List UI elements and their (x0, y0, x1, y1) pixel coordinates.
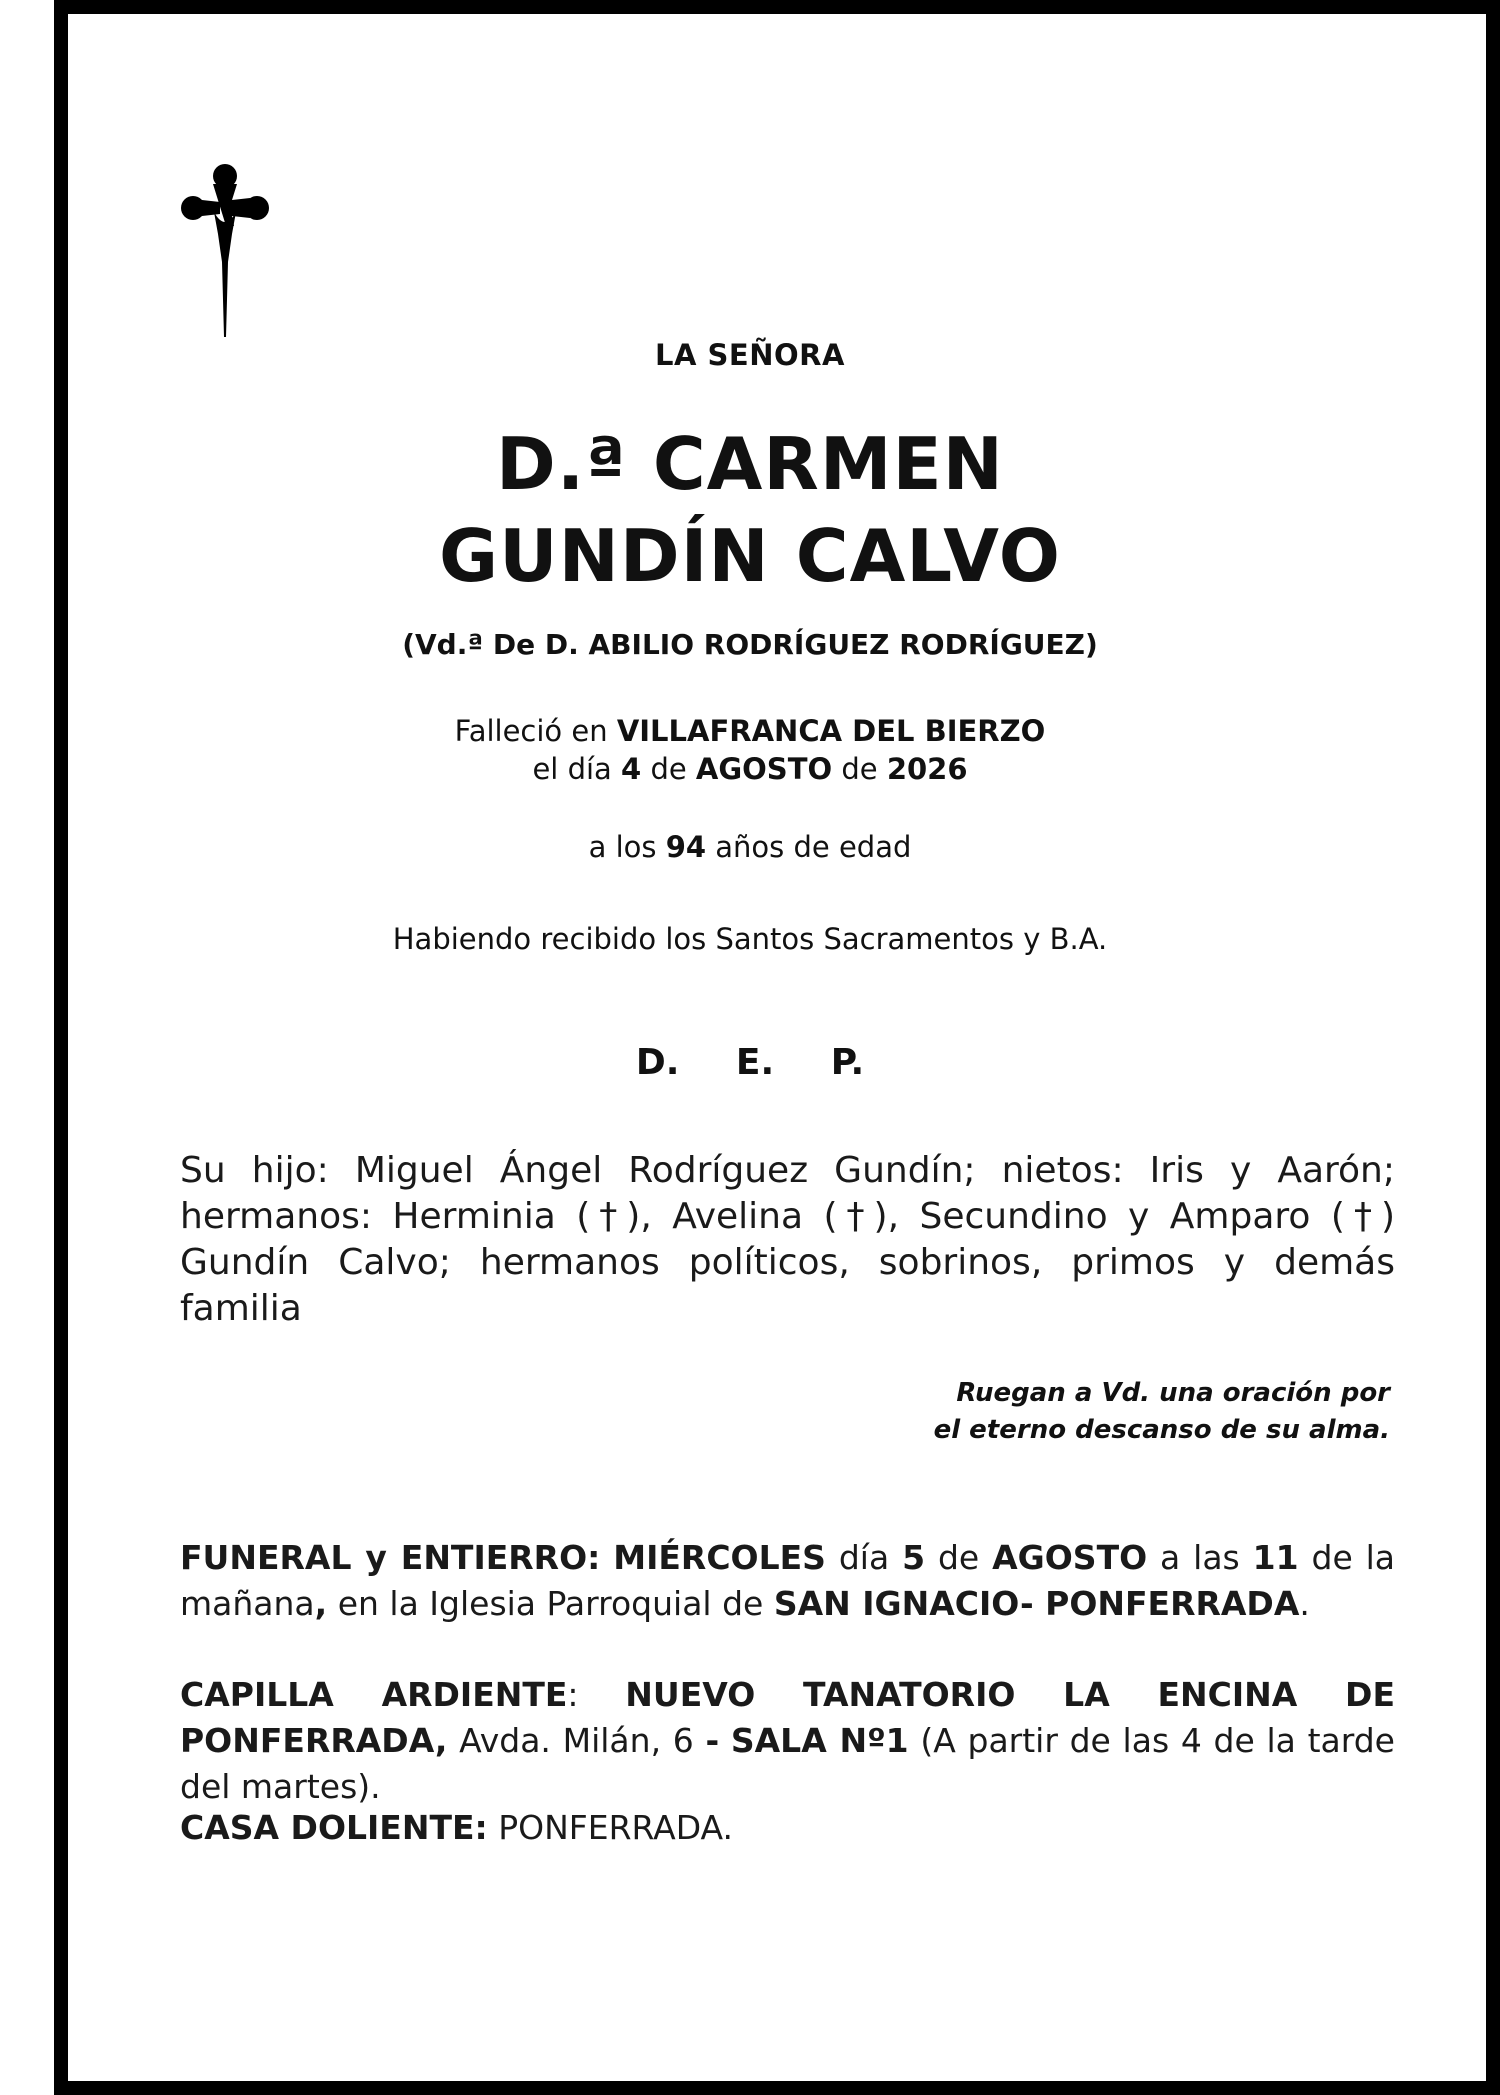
house-value: PONFERRADA. (498, 1808, 734, 1847)
of-label-2: de (841, 752, 878, 786)
funeral-hour: 11 (1252, 1538, 1299, 1577)
day-label: el día (532, 752, 612, 786)
funeral-label: FUNERAL y ENTIERRO: (180, 1538, 601, 1577)
name-line-1: D.ª CARMEN (496, 422, 1004, 506)
funeral-text-5: en la Iglesia Parroquial de (337, 1584, 764, 1623)
funeral-month: AGOSTO (992, 1538, 1148, 1577)
of-label-1: de (650, 752, 687, 786)
funeral-text-3: a las (1160, 1538, 1240, 1577)
age-line (0, 830, 1500, 864)
death-info (0, 712, 1500, 788)
death-year: 2026 (886, 752, 968, 786)
chapel-room: SALA Nº1 (730, 1721, 909, 1760)
death-day: 4 (621, 752, 642, 786)
sacraments-text: Habiendo recibido los Santos Sacramentos y B.A. (392, 922, 1108, 956)
funeral-text-1: día (838, 1538, 890, 1577)
age-years: 94 (665, 830, 707, 864)
chapel-place: NUEVO TANATORIO LA ENCINA DE PONFERRADA, (180, 1675, 1395, 1760)
house-label: CASA DOLIENTE: (180, 1808, 488, 1847)
death-place: VILLAFRANCA DEL BIERZO (616, 714, 1046, 748)
age-prefix: a los (588, 830, 657, 864)
death-place-line (0, 712, 1500, 750)
funeral-comma: , (314, 1584, 328, 1623)
died-in-label: Falleció en (454, 714, 608, 748)
prayer-line-2: el eterno descanso de su alma. (933, 1415, 1390, 1445)
deceased-name (0, 418, 1500, 602)
dep-text: D. E. P. (635, 1042, 865, 1083)
funeral-end: . (1299, 1584, 1310, 1623)
family-paragraph: Su hijo: Miguel Ángel Rodríguez Gundín; nietos: Iris y Aarón; hermanos: Herminia (†), Avelina (†), Secundino y Amparo (†) Gundín Calvo; hermanos políticos, sobrinos, primos y demás familia (180, 1150, 1395, 1329)
funeral-text-4: de la mañana (180, 1538, 1396, 1623)
chapel-paragraph (180, 1672, 1395, 1810)
intro-text: LA SEÑORA (655, 338, 845, 372)
death-date-line (0, 750, 1500, 788)
age-suffix: años de edad (715, 830, 912, 864)
prayer-request (690, 1375, 1390, 1449)
widow-of-text: (Vd.ª De D. ABILIO RODRÍGUEZ RODRÍGUEZ) (402, 628, 1098, 661)
funeral-weekday: MIÉRCOLES (613, 1538, 826, 1577)
chapel-dash: - (705, 1721, 720, 1760)
chapel-colon: : (567, 1675, 579, 1714)
cross-icon (180, 162, 270, 337)
chapel-address: Avda. Milán, 6 (459, 1721, 694, 1760)
name-line-2: GUNDÍN CALVO (439, 514, 1061, 598)
funeral-text-2: de (937, 1538, 980, 1577)
chapel-label: CAPILLA ARDIENTE (180, 1675, 568, 1714)
funeral-paragraph (180, 1535, 1395, 1627)
house-paragraph (180, 1805, 1395, 1851)
death-month: AGOSTO (695, 752, 833, 786)
funeral-day: 5 (902, 1538, 926, 1577)
chapel-note: (A partir de las 4 de la tarde del martes). (180, 1721, 1395, 1806)
funeral-church: SAN IGNACIO- PONFERRADA (773, 1584, 1300, 1623)
prayer-line-1: Ruegan a Vd. una oración por (956, 1378, 1390, 1408)
